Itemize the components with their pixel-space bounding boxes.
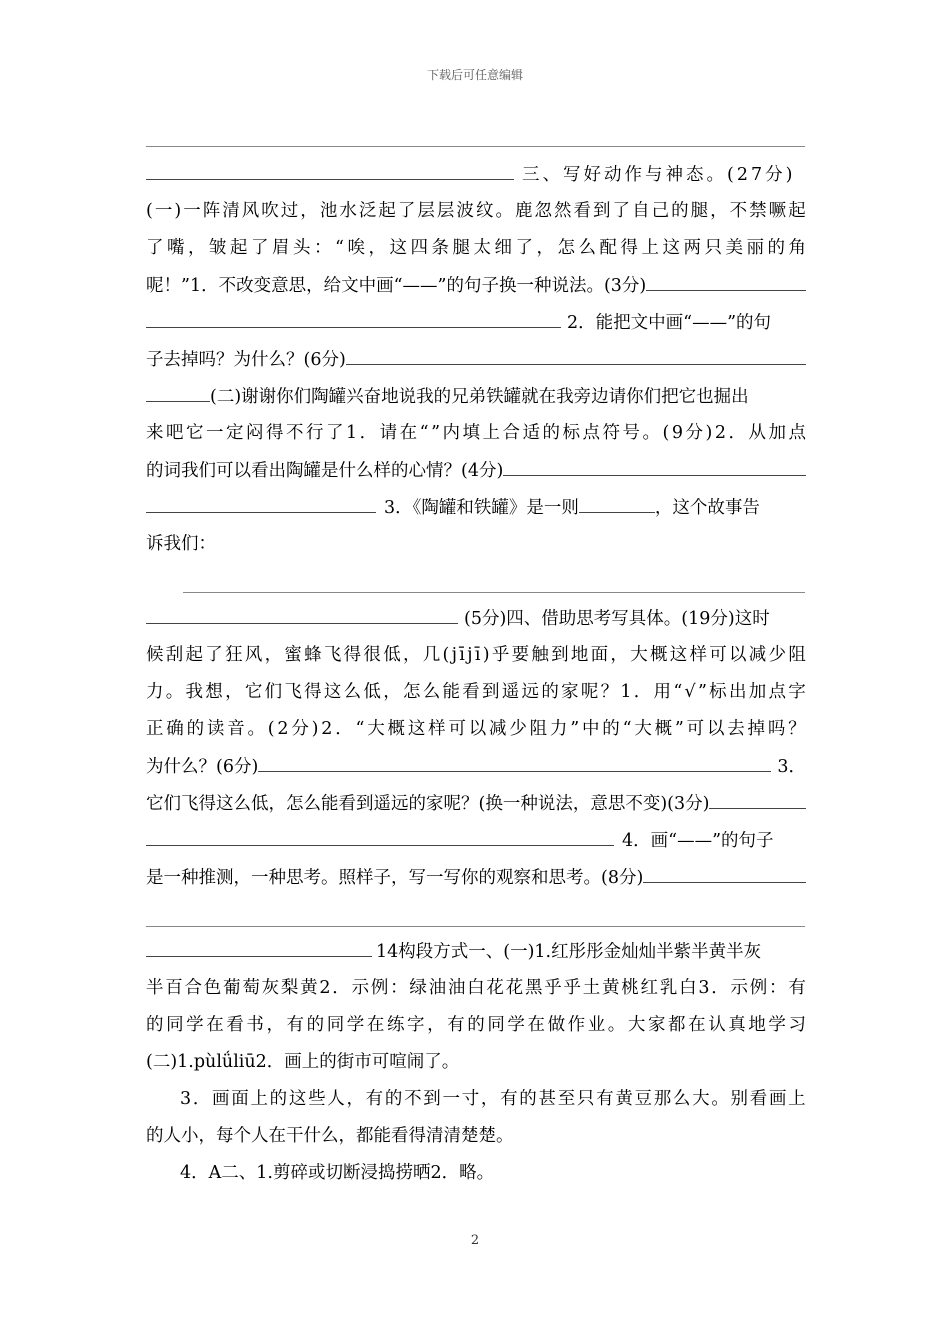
text-line: 3 ． 画 面 上 的 这 些 人 ， 有 的 不 到 一 寸 ， 有 的 甚 至 只 有 黄 豆 那 么 大 。 别 看 画 上 <box>180 1089 806 1109</box>
text-line <box>146 859 806 896</box>
page-number: 2 <box>470 1233 480 1248</box>
answer-line <box>646 267 806 291</box>
text-segment: 呢！”1．不改变意思，给文中画“——”的句子换一种说法。(3分) <box>146 276 647 296</box>
text-line: 候 刮 起 了 狂 风 ， 蜜 蜂 飞 得 很 低 ， 几 ( j ī j ī ) 乎 要 触 到 地 面 ， 大 概 这 样 可 以 减 少 阻 <box>146 645 806 665</box>
text-line: 半 百 合 色 葡 萄 灰 梨 黄 2 ． 示 例 ： 绿 油 油 白 花 花 黑 乎 乎 土 黄 桃 红 乳 白 3 ． 示 例 ： 有 <box>146 978 806 998</box>
text-line <box>146 267 806 304</box>
text-segment: ，这个故事告 <box>654 498 760 518</box>
text-line <box>146 489 806 526</box>
text-line <box>146 452 806 489</box>
text-line: 来 吧 它 一 定 闷 得 不 行 了 1 ． 请 在 “ ” 内 填 上 合 适 的 标 点 符 号 。 ( 9 分 ) 2 ． 从 加 点 <box>146 423 806 443</box>
answer-line <box>346 341 806 365</box>
text-segment: 14构段方式一、(一)1.红彤彤金灿灿半紫半黄半灰 <box>376 942 762 962</box>
text-line: 力 。 我 想 ， 它 们 飞 得 这 么 低 ， 怎 么 能 看 到 遥 远 的 家 呢 ？ 1 ． 用 “ √ ” 标 出 加 点 字 <box>146 682 806 702</box>
answer-line <box>146 146 805 147</box>
page-header: 下载后可任意编辑 <box>426 68 523 82</box>
text-segment: 3．《陶罐和铁罐》是一则 <box>384 498 579 518</box>
text-line: ( 一 ) 一 阵 清 风 吹 过 ， 池 水 泛 起 了 层 层 波 纹 。 鹿 忽 然 看 到 了 自 己 的 腿 ， 不 禁 噘 起 <box>146 201 806 221</box>
text-line <box>146 785 806 822</box>
answer-line <box>579 489 655 513</box>
text-segment: (5分)四、借助思考写具体。(19分)这时 <box>464 609 770 629</box>
text-line <box>146 341 806 378</box>
text-line <box>146 933 806 970</box>
text-line: 的人小，每个人在干什么，都能看得清清楚楚。 <box>146 1126 514 1146</box>
text-segment: 3． <box>777 757 806 777</box>
text-line <box>146 378 806 415</box>
text-line <box>146 304 806 341</box>
answer-line <box>146 378 210 402</box>
section-heading: 三、写好动作与神态。(27分) <box>522 165 796 185</box>
text-segment: 4．画“——”的句子 <box>622 831 774 851</box>
text-line: (二)1.pùlǘliū2．画上的街市可喧闹了。 <box>146 1052 460 1072</box>
answer-line <box>146 489 376 513</box>
text-segment: 为什么？(6分) <box>146 757 259 777</box>
answer-line <box>258 748 771 772</box>
answer-line <box>709 785 806 809</box>
document-body <box>146 156 806 1192</box>
text-line <box>146 748 806 785</box>
answer-line <box>503 452 806 476</box>
answer-line <box>146 156 514 180</box>
text-segment: 是一种推测，一种思考。照样子，写一写你的观察和思考。(8分) <box>146 868 644 888</box>
answer-line <box>146 822 614 846</box>
answer-line <box>146 600 458 624</box>
text-line: 了 嘴 ， 皱 起 了 眉 头 ： “ 唉 ， 这 四 条 腿 太 细 了 ， 怎 么 配 得 上 这 两 只 美 丽 的 角 <box>146 238 806 258</box>
text-line: 的 同 学 在 看 书 ， 有 的 同 学 在 练 字 ， 有 的 同 学 在 做 作 业 。 大 家 都 在 认 真 地 学 习 <box>146 1015 806 1035</box>
answer-line <box>643 859 806 883</box>
text-line: 诉我们： <box>146 534 216 554</box>
text-line <box>146 156 806 193</box>
text-line: 正 确 的 读 音 。 ( 2 分 ) 2 ． “ 大 概 这 样 可 以 减 少 阻 力 ” 中 的 “ 大 概 ” 可 以 去 掉 吗 ？ <box>146 719 806 739</box>
text-line: 4．A二、1.剪碎或切断浸捣捞晒2．略。 <box>180 1163 495 1183</box>
text-segment: (二)谢谢你们陶罐兴奋地说我的兄弟铁罐就在我旁边请你们把它也掘出 <box>210 387 749 407</box>
text-line <box>146 822 806 859</box>
text-segment: 它们飞得这么低，怎么能看到遥远的家呢？(换一种说法，意思不变)(3分) <box>146 794 710 814</box>
text-segment: 2．能把文中画“——”的句 <box>567 313 772 333</box>
text-segment: 的词我们可以看出陶罐是什么样的心情？(4分) <box>146 461 504 481</box>
answer-line <box>146 304 561 328</box>
text-segment: 子去掉吗？为什么？(6分) <box>146 350 346 370</box>
text-line <box>146 600 806 637</box>
answer-line <box>146 933 372 957</box>
